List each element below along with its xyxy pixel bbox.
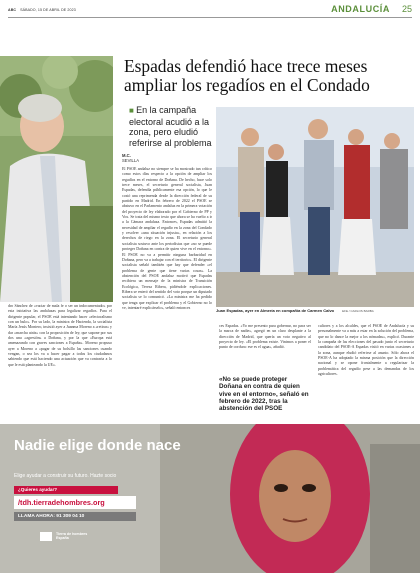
ad-subtitle: Elige ayudar a construir su futuro. Hazte socio [14,473,117,479]
lead-text: En la campaña electoral acudió a la zona, pero eludió referirse al problema [129,105,212,148]
byline-initials: M.C. [122,153,131,158]
column-three-text: ces Espadas. «Yo me presento para gobernar, no para ser la marca de nadie», agregó en un claro desplante a la dirección de Madrid, que quería un voto negativo al proyecto de ley. «El problema existe. Vinimos a poner el punto de cordura: ese es el agua», añadió. [219,323,311,350]
page-number: 25 [401,4,412,14]
column-left-text: dro Sánchez de «vaciar de mala fe o ser un indocumentado» por esta iniciativa las andaluzas para legalizar regadíos. Para el dirigente popular, el PSOE está intentando hacer «electoralismo con un bulo». Por su lado, la ministra de Hacienda, la socialista María Jesús Montero, insistió ayer a Juanma Moreno a «retirar» y dar «marcha atrás» con la proposición de ley, que supone por sus dos una «agresión» a Doñana, y por la que «Europa está amenazando con graves sanciones a España». Moreno propuso ayer a Moreno a «pagar de su bolsillo las sanciones cuando vengan, o sea los va a hacer pagar a todos los ciudadanos sabiendo que está haciendo una actuación que va contraria a lo que le está planteando la UE». [8,303,112,367]
pull-quote: «No se puede proteger Doñana en contra de quien vive en el entorno», señaló en febrero de 2022, tras la abstención del PSOE [219,376,309,413]
ad-logo-icon [40,532,52,541]
byline-city: SEVILLA [122,158,139,164]
photo-caption [216,308,414,313]
byline [122,153,139,163]
ad-phone: LLAMA AHORA: 91 309 04 10 [14,512,136,521]
column-four-text: cultores y a los alcaldes, que el PSOE de Andalucía y su personalmente va a más a estar en la solución del problema, que no lo dance la mejor a los nómadas», explicó. Durante la campaña de las elecciones del pasado junio el secretario candidato del PSOE-A Espadas visitó en varias ocasiones a la zona, aunque eludió referirse al asunto. Sólo ahora el PSOE-A ha adoptado la misma posición que la dirección nacional y se opone frontalmente a regularizar la problemática del regadío pese a las demandas de los agricultores. [318,323,414,377]
ad-url-link[interactable]: /tdh.tierradehombres.org [14,496,136,509]
section-name: ANDALUCÍA [331,4,390,14]
headline: Espadas defendió hace trece meses ampliar los regadíos en el Condado [124,56,370,95]
ad-cta-button[interactable]: ¿Quieres ayudar? [14,486,118,494]
ad-logo-text: Tierra de hombres España [56,532,88,541]
caption-text: Juan Espadas, ayer en Almería en compañía de Carmen Calvo [216,308,335,313]
ad-title: Nadie elige donde nace [14,437,181,454]
lead-paragraph [129,105,217,148]
photo-official-left [0,56,113,302]
paper-name: ABC [8,8,17,12]
column-two-text: El PSOE andaluz no siempre se ha mostrado tan crítico como estos días respecto a la opción de ampliar los regadíos en el entorno de Doñana. De hecho, hace solo trece meses, el secretario general socialista, Juan Espadas, defendía públicamente esa opción, lo que le costó una reprimenda desde la dirección federal de su partido en Madrid. En febrero de 2022 el PSOE se abstuvo en el Parlamento andaluz en la primera votación del proyecto de ley elaborado por el Gobierno de PP y Vox. Se trata del mismo texto que ahora se ha vuelto a ir a la Cámara andaluza. Entonces, Espadas admitió la necesidad de ampliar el regadío en la zona del Condado y resolver «una situación injusta», en relación a los derechos de riego en la zona. El secretario general socialista sostuvo ante los periodistas que «no se puede proteger Doñana en contra de quien vive en el entorno». El PSOE no va a permitir ninguna barbaridad en Doñana, pero va a trabajar con el territorio». El dirigente socialista señaló también que hay que defender «el problema de gente que tiene varias cosas». La abstención del PSOE andaluz motivó que Espadas recibiera un mensaje de la ministra de Transición Ecológica, Teresa Ribera, pidiéndole explicaciones. Ribera se enteró del sentido del voto porque un diputado socialista se lo comunicó. «La ministra me ha pedido que tenga que explicar el problema y el Gobierno no lo ve, intentaré explicárselo», señaló entonces [122,166,212,310]
photo-credit: EFE / CARLOS BARBA [342,309,374,313]
header-divider [8,17,412,18]
lead-bullet-icon: ■ [129,106,137,115]
issue-date: SÁBADO, 15 DE ABRIL DE 2023 [20,8,76,12]
page-header-left [8,8,76,12]
photo-espadas-calvo [216,107,414,307]
